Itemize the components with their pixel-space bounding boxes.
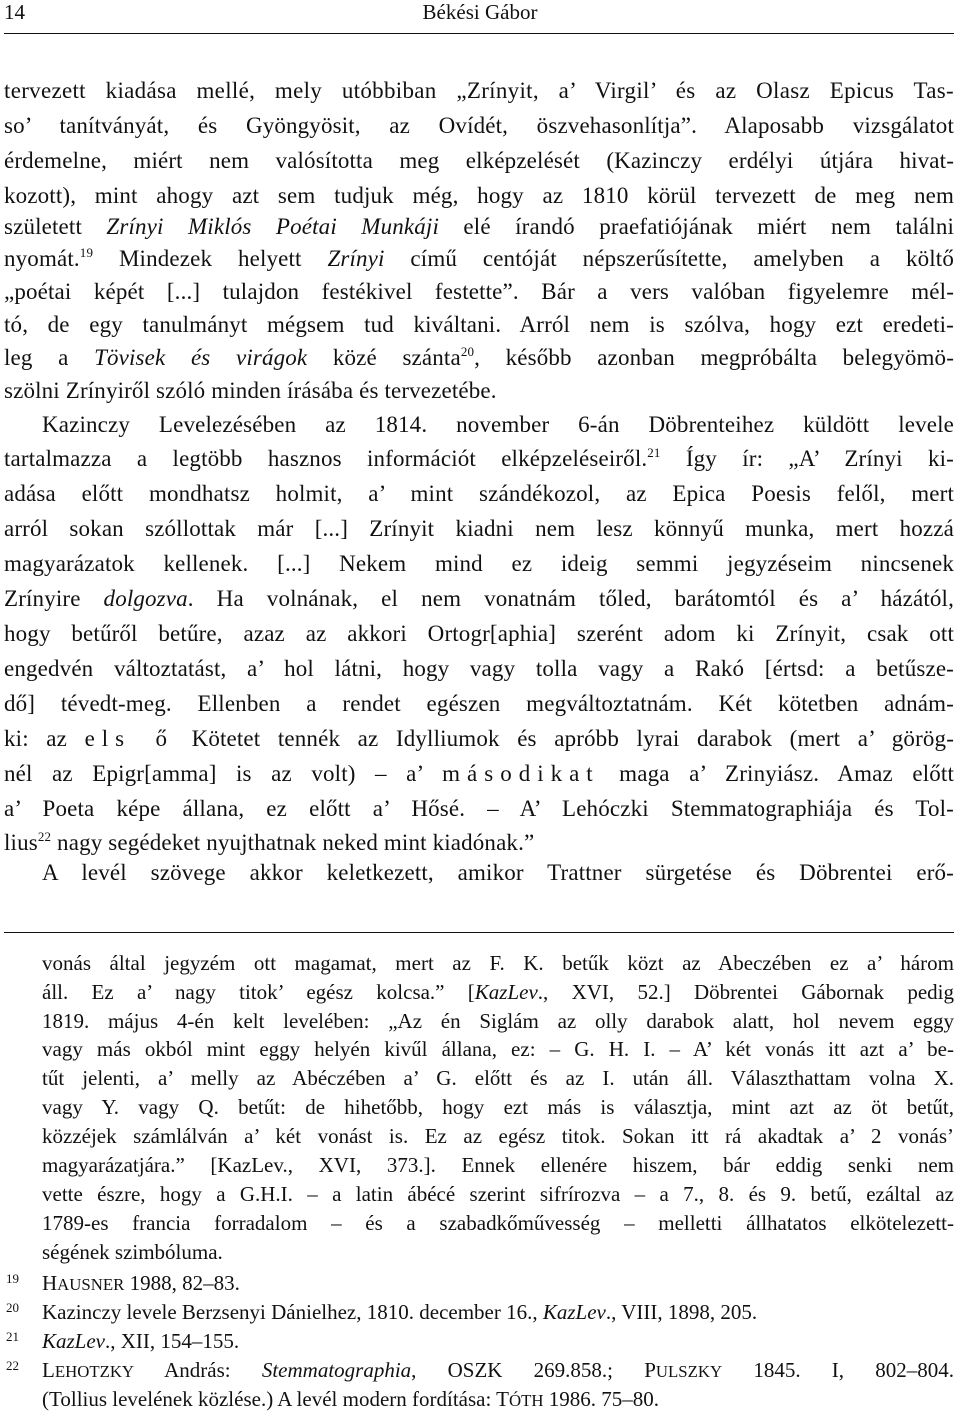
text-line: tó, de egy tanulmányt mégsem tud kiváltani. Arról nem is szólva, hogy ezt eredeti-	[4, 312, 954, 337]
text-line: érdemelne, miért nem valósította meg elképzelését (Kazinczy erdélyi útjára hivat-	[4, 148, 954, 173]
book-title: Zrínyi Miklós Poétai Munkáji	[106, 214, 439, 239]
footnote-ref: 20	[460, 344, 475, 359]
running-title: Békési Gábor	[422, 0, 538, 24]
page-number: 14	[4, 0, 25, 24]
footnote-line: vette észre, hogy a G.H.I. – a latin ábécé szerint sifrírozva – a 7., 8. és 9. betű, ezáltal az	[42, 1182, 954, 1206]
footnote-line: áll. Ez a’ nagy titok’ egész kolcsa.” [KazLev., XVI, 52.] Döbrentei Gábornak pedig	[42, 980, 954, 1004]
text-line: ki: az els ő Kötetet tennék az Idylliumok és apróbb lyrai darabok (mert a’ görög-	[4, 726, 955, 751]
spaced-text: másodikat	[442, 761, 600, 786]
footnote-ref: 19	[79, 245, 94, 260]
text-line: leg a Tövisek és virágok közé szánta$^{20}$, később azonban megpróbálta belegyömö-	[4, 344, 955, 370]
text-line: arról sokan szóllottak már [...] Zrínyit kiadni nem lesz könnyű munka, mert hozzá	[4, 516, 954, 541]
footnote-line: ségének szimbóluma.	[42, 1240, 223, 1264]
footnote-22: LEHOTZKY András: Stemmatographia, OSZK 269.858.; PULSZKY 1845. I, 802–804.	[42, 1358, 954, 1382]
text-line: született Zrínyi Miklós Poétai Munkáji elé írandó praefatiójának miért nem találni	[4, 214, 955, 239]
footnote-line: közzéjek számlálván a’ két vonást is. Ez az egész titok. Sokan itt rá akadtak a’ 2 vonás’	[42, 1124, 954, 1148]
text-line: a’ Poeta képe állana, ez előtt a’ Hősé. – A’ Lehóczki Stemmatographiája és Tol-	[4, 796, 954, 821]
text-line: lius$^{22}$ nagy segédeket nyujthatnak neked mint kiadónak.”	[4, 829, 535, 855]
footnote-line: vagy Y. vagy Q. betűt: de hihetőbb, hogy ezt más is választja, mint azt az öt betűt,	[42, 1095, 954, 1119]
text-line: hogy betűről betűre, azaz az akkori Ortogr[aphia] szerént adom ki Zrínyit, csak ott	[4, 621, 954, 646]
text-line: Kazinczy Levelezésében az 1814. november 6-án Döbrenteihez küldött levele	[42, 412, 954, 437]
page-header	[0, 0, 960, 36]
spaced-text: els ő	[84, 726, 175, 751]
text-line: dő] tévedt-meg. Ellenben a rendet egészen megváltoztatnám. Két kötetben adnám-	[4, 691, 954, 716]
footnote-ref: 22	[37, 829, 52, 844]
footnote-number: 20	[6, 1300, 19, 1315]
footnote-rule	[4, 932, 954, 933]
footnote-line: 1789-es francia forradalom – és a szabadkőművesség – melletti állhatatos elkötelezett-	[42, 1211, 954, 1235]
text-line: Zrínyire dolgozva. Ha volnának, el nem vonatnám tőled, barátomtól és a’ házától,	[4, 586, 954, 611]
text-line: adása előtt mondhatsz holmit, a’ mint szándékozol, az Epica Poesis felől, mert	[4, 481, 954, 506]
footnote-line: 1819. május 4-én kelt levelében: „Az én Siglám az olly darabok alatt, hol nevem eggy	[42, 1009, 954, 1033]
text-line: tartalmazza a legtöbb hasznos információt elképzeléseiről.$^{21}$ Így ír: „A’ Zrínyi ki-	[4, 445, 954, 471]
footnote-line: vonás által jegyzém ott magamat, mert az F. K. betűk közt az Abeczében ez a’ három	[42, 951, 954, 975]
text-line: nyomát.$^{19}$ Mindezek helyett Zrínyi című centóját népszerűsítette, amelyben a költő	[4, 245, 954, 271]
header-rule	[4, 33, 954, 34]
text-line: so’ tanítványát, és Gyöngyösit, az Ovídét, öszvehasonlítja”. Alaposabb vizsgálatot	[4, 113, 954, 138]
footnote-21: KazLev., XII, 154–155.	[42, 1329, 240, 1353]
text-line: tervezett kiadása mellé, mely utóbbiban „Zrínyit, a’ Virgil’ és az Olasz Epicus Tas-	[4, 78, 954, 103]
footnote-line: tűt jelenti, a’ melly az Abéczében a’ G. előtt és az I. után áll. Választhattam volna X.	[42, 1066, 954, 1090]
text-line: szölni Zrínyiről szóló minden írásába és tervezetébe.	[4, 378, 497, 403]
footnote-line: vagy más okból mint eggy helyén kivűl állana, ez: – G. H. I. – A’ két vonás itt azt a’ be-	[42, 1037, 954, 1061]
footnote-20: Kazinczy levele Berzsenyi Dánielhez, 1810. december 16., KazLev., VIII, 1898, 205.	[42, 1300, 758, 1324]
footnote-number: 19	[6, 1271, 19, 1286]
text-line: „poétai képét [...] tulajdon festékivel festette”. Bár a vers valóban figyelemre mél-	[4, 279, 954, 304]
footnote-number: 21	[6, 1329, 19, 1344]
footnote-number: 22	[6, 1358, 19, 1373]
footnote-19: HAUSNER 1988, 82–83.	[42, 1271, 240, 1295]
text-line: A levél szövege akkor keletkezett, amikor Trattner sürgetése és Döbrentei erő-	[42, 860, 954, 885]
footnote-ref: 21	[647, 445, 661, 460]
text-line: magyarázatok kellenek. [...] Nekem mind ez ideig semmi jegyzéseim nincsenek	[4, 551, 954, 576]
footnote-22-cont: (Tollius levelének közlése.) A levél modern fordítása: TÓTH 1986. 75–80.	[42, 1387, 660, 1411]
text-line: kozott), mint ahogy azt sem tudjuk még, hogy az 1810 körül tervezett de meg nem	[4, 183, 954, 208]
text-line: engedvén változtatást, a’ hol látni, hogy vagy tolla vagy a Rakó [értsd: a betűsze-	[4, 656, 954, 681]
footnote-line: magyarázatjára.” [KazLev., XVI, 373.]. Ennek ellenére hiszem, bár eddig senki nem	[42, 1153, 954, 1177]
text-line: nél az Epigr[amma] is az volt) – a’ másodikat maga a’ Zrinyiász. Amaz előtt	[4, 761, 955, 786]
